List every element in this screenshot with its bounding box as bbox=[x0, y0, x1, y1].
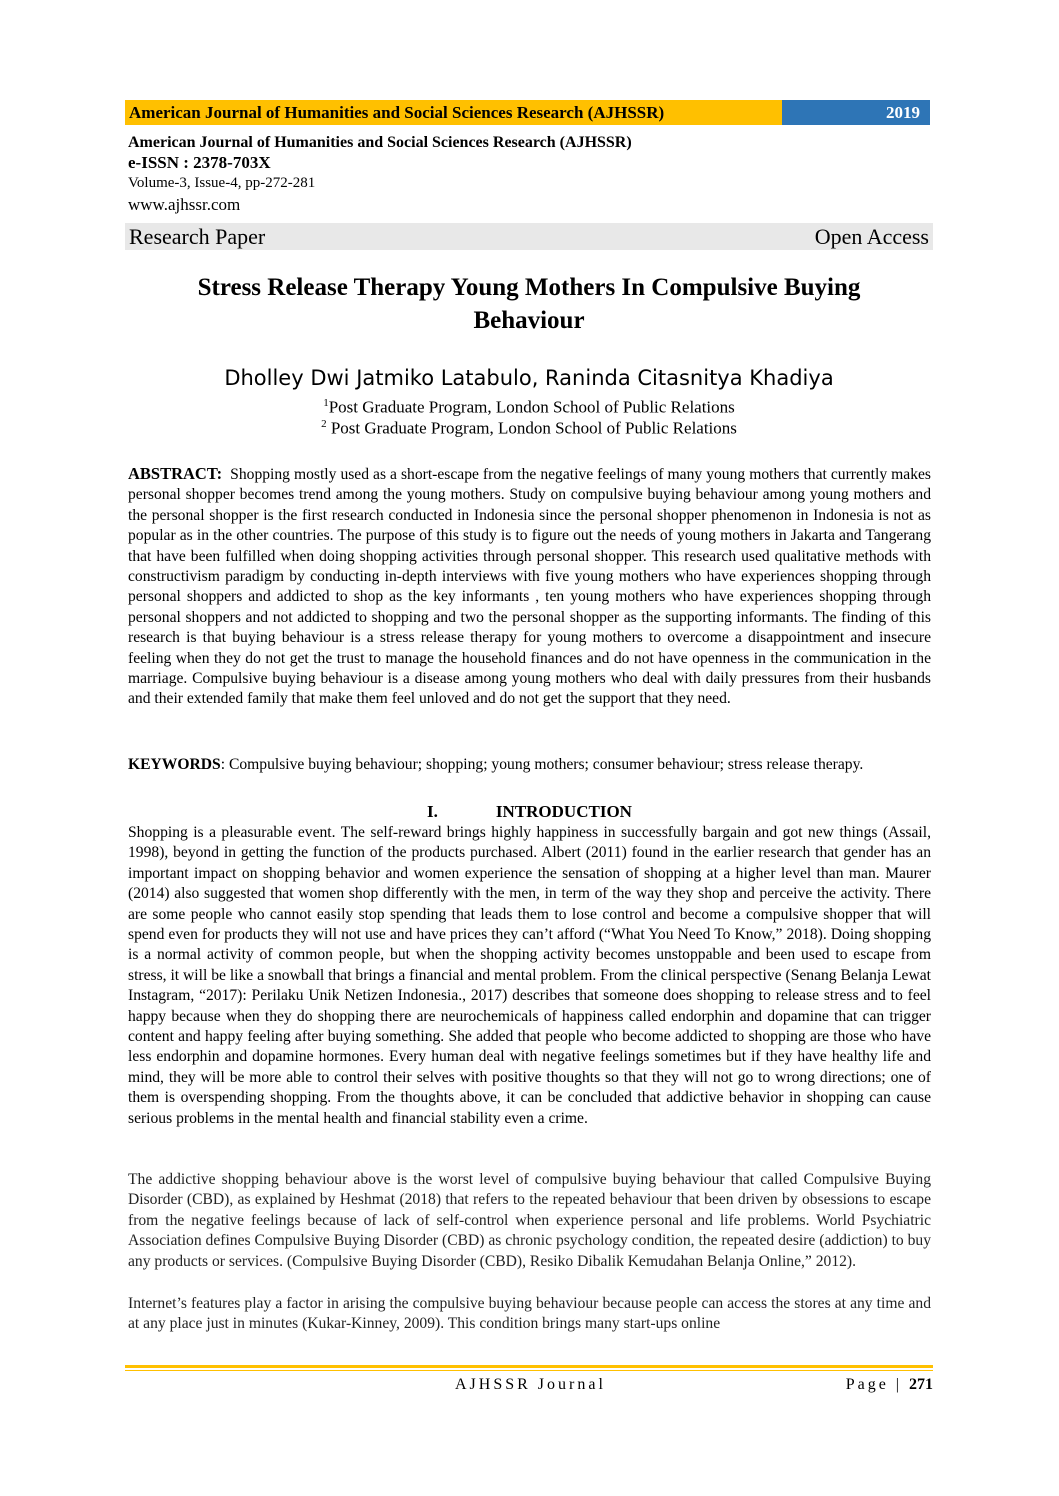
intro-paragraph-1: Shopping is a pleasurable event. The self-reward brings highly happiness in successfully bargain and got new things (Assail, 1998), beyond in getting the function of the products purchased. Albert (2011) found in the earlier research that gender has an important impact on shopping behavior and women experience the sensation of shopping at a higher level than man. Maurer (2014) also suggested that women shop differently with the men, in term of the way they shop and perceive the activity. There are some people who cannot easily stop spending that leads them to lose control and become a compulsive shopper that will spend even for products they will not use and have prices they can’t afford (“What You Need To Know,” 2018). Doing shopping is a normal activity of common people, but when the shopping activity becomes unstoppable and been used to escape from stress, it will be like a snowball that brings a financial and mental problem. From the clinical perspective (Senang Belanja Lewat Instagram, “2017): Perilaku Unik Netizen Indonesia., 2017) describes that someone does shopping to release stress and to feel happy because when they do shopping there are neurochemicals of happiness called endorphin and dopamine that can trigger content and happy feeling after buying something. She added that people who become addicted to shopping are those who have less endorphin and dopamine hormones. Every human deal with negative feelings sometimes but if they have healthy life and mind, they will be more able to control their selves with positive thoughts so that they will not go to wrong directions; one of them is overspending shopping. From the thoughts above, it can be concluded that addictive behavior in shopping can cause serious problems in the mental health and financial stability even a crime. bbox=[128, 824, 931, 1127]
footer-rule bbox=[125, 1365, 933, 1368]
meta-website-link[interactable]: www.ajhssr.com bbox=[128, 195, 241, 214]
section-number: I. bbox=[427, 802, 438, 821]
author-list: Dholley Dwi Jatmiko Latabulo, Raninda Citasnitya Khadiya bbox=[224, 366, 834, 390]
footer-rule-thin bbox=[125, 1370, 933, 1371]
paper-type-bar bbox=[125, 223, 933, 250]
section-title: INTRODUCTION bbox=[495, 802, 632, 821]
paper-title-line-2: Behaviour bbox=[473, 307, 585, 334]
keywords bbox=[128, 753, 931, 777]
section-heading-introduction bbox=[128, 801, 931, 823]
footer-journal-name: AJHSSR Journal bbox=[455, 1376, 606, 1393]
affiliation-2-text: Post Graduate Program, London School of Public Relations bbox=[326, 418, 737, 438]
abstract-label: ABSTRACT: bbox=[128, 464, 223, 483]
keywords-label: KEYWORDS bbox=[128, 756, 221, 773]
paper-type-label: Research Paper bbox=[129, 223, 266, 249]
open-access-label: Open Access bbox=[814, 223, 929, 249]
footer-page-number: 271 bbox=[909, 1376, 933, 1393]
keywords-text: : Compulsive buying behaviour; shopping; young mothers; consumer behaviour; stress release therapy. bbox=[220, 756, 864, 773]
meta-volume: Volume-3, Issue-4, pp-272-281 bbox=[128, 175, 316, 191]
page-footer bbox=[125, 1376, 933, 1396]
intro-paragraph-3: Internet’s features play a factor in arising the compulsive buying behaviour because people can access the stores at any time and at any place just in minutes (Kukar-Kinney, 2009). This condition brings many start-ups online bbox=[128, 1295, 931, 1333]
header-journal-name: American Journal of Humanities and Social Sciences Research (AJHSSR) bbox=[125, 100, 782, 125]
journal-meta bbox=[128, 133, 933, 215]
meta-issn: e-ISSN : 2378-703X bbox=[128, 153, 271, 172]
header-year: 2019 bbox=[782, 100, 930, 125]
footer-page bbox=[846, 1376, 933, 1394]
journal-header-bar bbox=[125, 100, 930, 125]
affiliation-2-marker: 2 bbox=[321, 418, 327, 430]
abstract-text: Shopping mostly used as a short-escape from the negative feelings of many young mothers that currently makes personal shopper becomes trend among the young mothers. Study on compulsive buying behaviour among young mothers and the personal shopper is the first research conducted in Indonesia since the personal shopper phenomenon in Indonesia is not as popular as in the other countries. The purpose of this study is to figure out the needs of young mothers in Jakarta and Tangerang that have been fulfilled when doing shopping activities through personal shopper. This research used qualitative methods with constructivism paradigm by conducting in-depth interviews with five young mothers who have experiences shopping through personal shoppers and addicted to shop as the key informants , ten young mothers who have experiences shopping through personal shoppers and not addicted to shopping and two the personal shopper as the supporting informants. The finding of this research is that buying behaviour is a stress release therapy for young mothers to overcome a disappointment and insecure feeling when they do not get the trust to manage the household finances and do not have openness in the communication in the marriage. Compulsive buying behaviour is a disease among young mothers who deal with daily pressures from their husbands and their extended family that make them feel unloved and do not get the support that they need. bbox=[128, 466, 931, 708]
footer-page-label: Page | bbox=[845, 1376, 909, 1393]
paper-title-line-1: Stress Release Therapy Young Mothers In Compulsive Buying bbox=[197, 274, 861, 301]
meta-journal-name: American Journal of Humanities and Social Sciences Research (AJHSSR) bbox=[128, 134, 632, 151]
paper-title bbox=[125, 271, 933, 337]
abstract bbox=[128, 464, 931, 710]
affiliation-1-marker: 1 bbox=[323, 397, 329, 409]
affiliation-2 bbox=[125, 414, 933, 439]
affiliation-1-text: Post Graduate Program, London School of Public Relations bbox=[328, 397, 735, 417]
intro-paragraph-2: The addictive shopping behaviour above is the worst level of compulsive buying behaviour that called Compulsive Buying Disorder (CBD), as explained by Heshmat (2018) that refers to the repeated behaviour that been driven by obsessions to escape from the negative feelings because of lack of self-control when experience personal and life problems. World Psychiatric Association defines Compulsive Buying Disorder (CBD) as chronic psychology condition, the repeated desire (addiction) to buy any products or services. (Compulsive Buying Disorder (CBD), Resiko Dibalik Kemudahan Belanja Online,” 2012). bbox=[128, 1171, 931, 1270]
